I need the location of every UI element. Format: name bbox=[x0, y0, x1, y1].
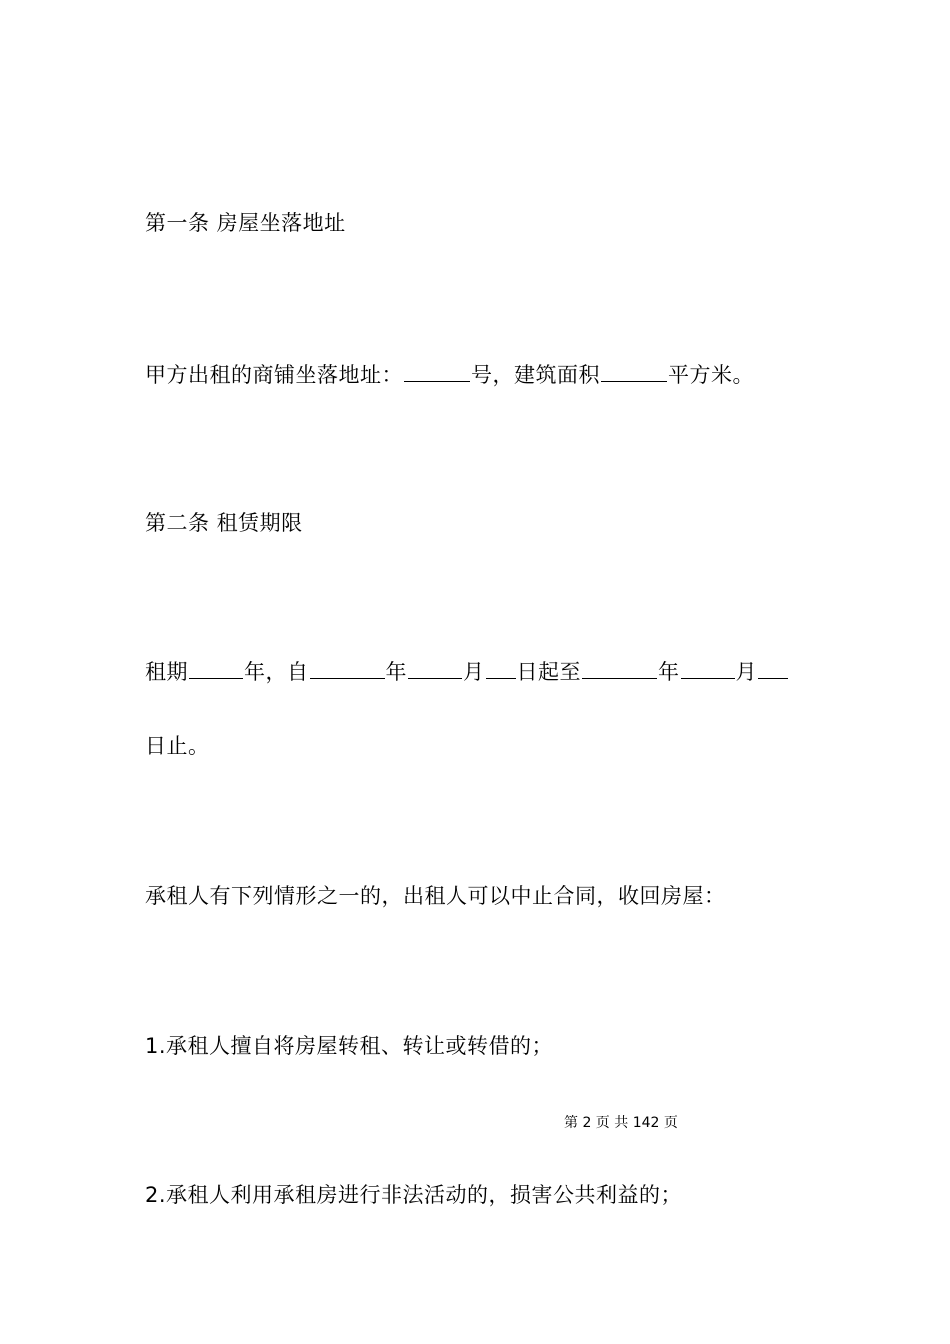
termination-item-1: 1.承租人擅自将房屋转租、转让或转借的； bbox=[145, 1034, 554, 1058]
start-month-blank bbox=[408, 658, 462, 679]
article1-heading: 第一条 房屋坐落地址 bbox=[145, 211, 346, 235]
start-year-blank bbox=[310, 658, 385, 679]
end-day-blank bbox=[758, 658, 788, 679]
end-year-blank bbox=[582, 658, 657, 679]
article1-address-line bbox=[145, 360, 754, 390]
end-year-label: 年 bbox=[658, 660, 680, 684]
end-month-label: 月 bbox=[735, 660, 757, 684]
term-years-blank bbox=[189, 658, 243, 679]
address-label: 甲方出租的商铺坐落地址： bbox=[145, 363, 403, 387]
end-month-blank bbox=[681, 658, 735, 679]
start-day-blank bbox=[486, 658, 516, 679]
term-from-label: 年，自 bbox=[244, 660, 309, 684]
start-day-label: 日起至 bbox=[516, 660, 581, 684]
lease-term-end: 日止。 bbox=[145, 734, 210, 758]
termination-intro: 承租人有下列情形之一的，出租人可以中止合同，收回房屋： bbox=[145, 884, 726, 908]
area-unit: 平方米。 bbox=[668, 363, 754, 387]
start-year-label: 年 bbox=[385, 660, 407, 684]
page-footer: 第 2 页 共 142 页 bbox=[564, 1115, 678, 1131]
address-number-blank bbox=[404, 361, 470, 382]
lease-term-label: 租期 bbox=[145, 660, 188, 684]
lease-term-line bbox=[145, 657, 789, 687]
area-blank bbox=[601, 361, 667, 382]
article2-heading: 第二条 租赁期限 bbox=[145, 511, 303, 535]
termination-item-2: 2.承租人利用承租房进行非法活动的，损害公共利益的； bbox=[145, 1183, 683, 1207]
start-month-label: 月 bbox=[463, 660, 485, 684]
area-label: 号，建筑面积 bbox=[471, 363, 600, 387]
